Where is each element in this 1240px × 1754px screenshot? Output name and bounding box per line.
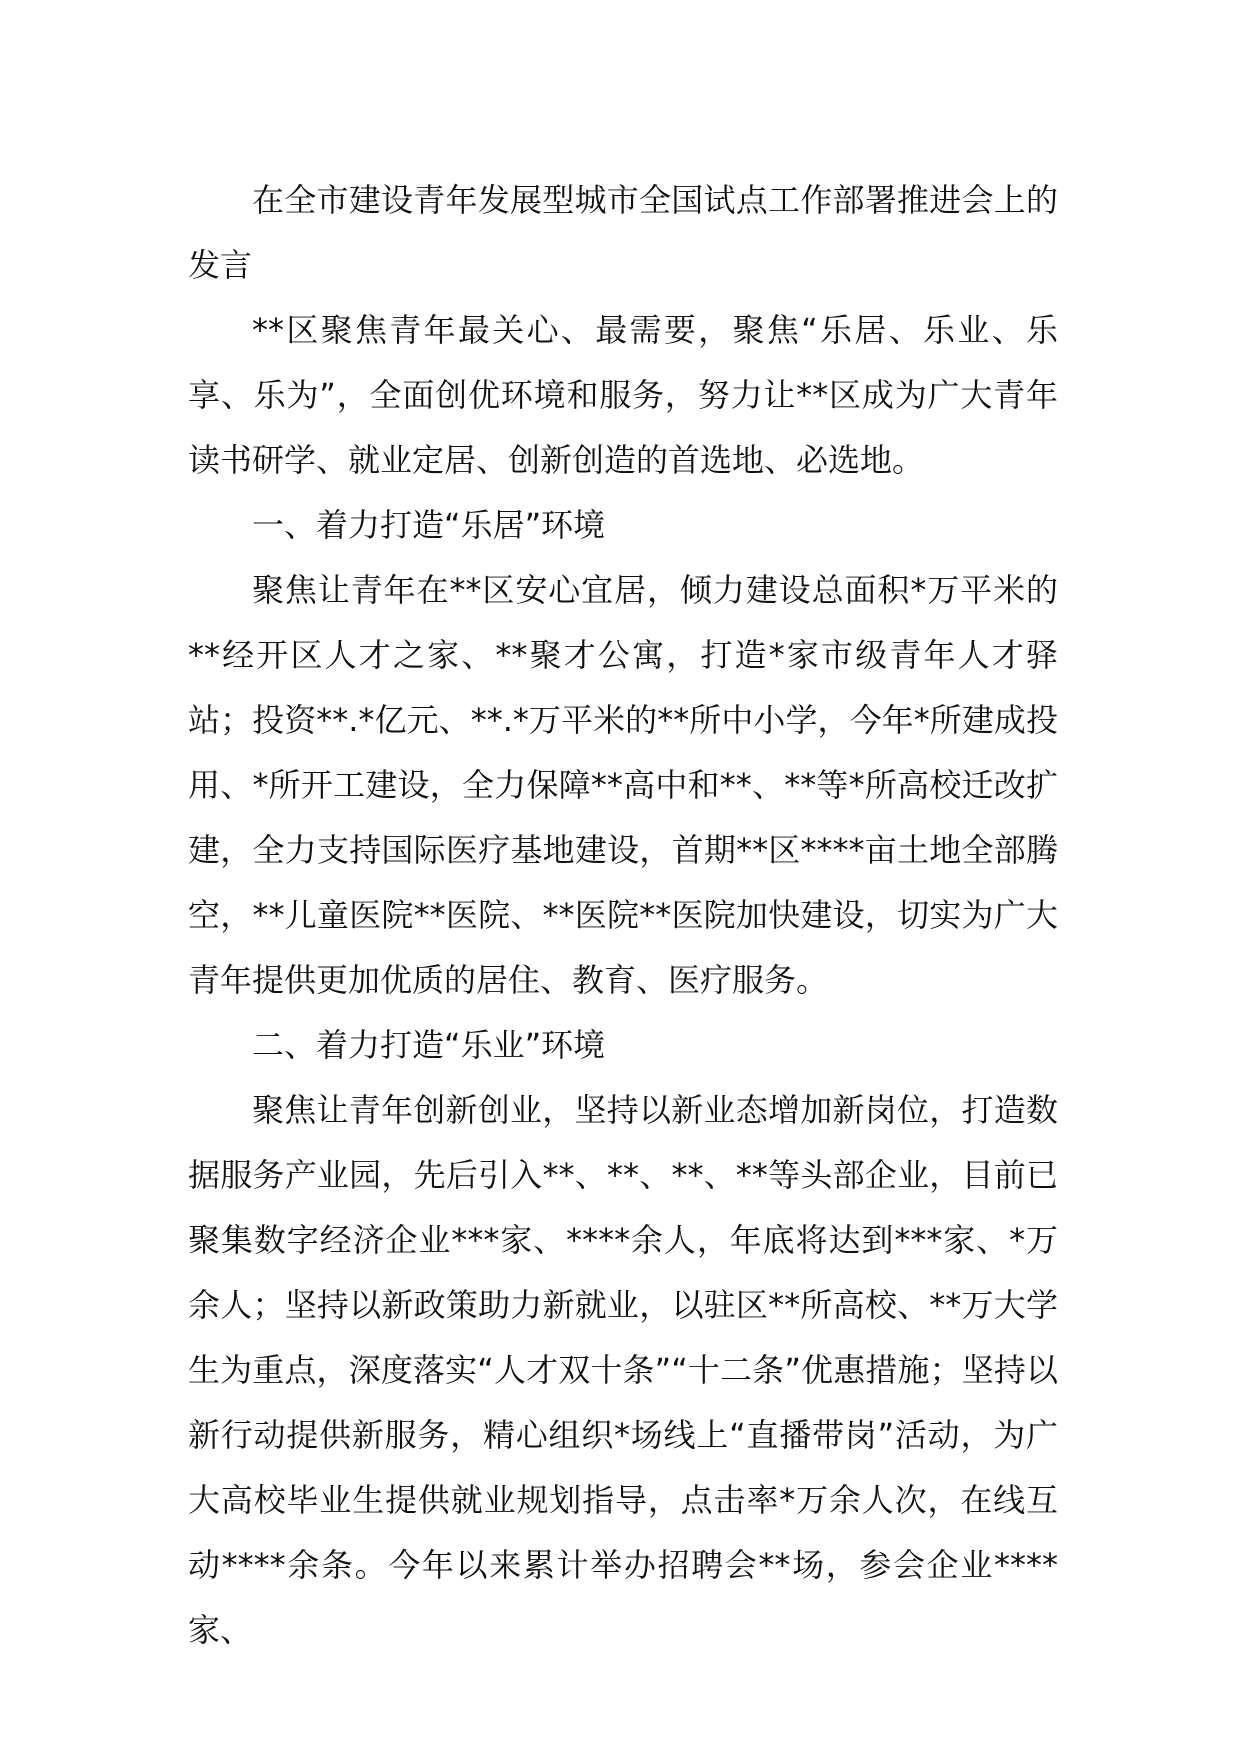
section-2-heading: 二、着力打造“乐业”环境 [252, 1026, 606, 1064]
section-1-paragraph: 聚焦让青年在**区安心宜居，倾力建设总面积*万平米的**经开区人才之家、**聚才公寓，打造*家市级青年人才驿站；投资**.*亿元、**.*万平米的**所中小学，今年*所建成投用、*所开工建设，全力保障**高中和**、**等*所高校迁改扩建，全力支持国际医疗基地建设，首期**区****亩土地全部腾空，**儿童医院**医院、**医院**医院加快建设，切实为广大青年提供更加优质的居住、教育、医疗服务。 [188, 571, 1058, 999]
section-1-heading: 一、着力打造“乐居”环境 [252, 506, 606, 544]
intro-paragraph: **区聚焦青年最关心、最需要，聚焦“乐居、乐业、乐享、乐为”，全面创优环境和服务，努力让**区成为广大青年读书研学、就业定居、创新创造的首选地、必选地。 [188, 311, 1058, 479]
document-body [188, 168, 1058, 1663]
document-title: 在全市建设青年发展型城市全国试点工作部署推进会上的发言 [188, 181, 1058, 284]
section-2-paragraph: 聚焦让青年创新创业，坚持以新业态增加新岗位，打造数据服务产业园，先后引入**、**、**、**等头部企业，目前已聚集数字经济企业***家、****余人，年底将达到***家、*万余人；坚持以新政策助力新就业，以驻区**所高校、**万大学生为重点，深度落实“人才双十条”“十二条”优惠措施；坚持以新行动提供新服务，精心组织*场线上“直播带岗”活动，为广大高校毕业生提供就业规划指导，点击率*万余人次，在线互动****余条。今年以来累计举办招聘会**场，参会企业****家、 [188, 1091, 1058, 1649]
